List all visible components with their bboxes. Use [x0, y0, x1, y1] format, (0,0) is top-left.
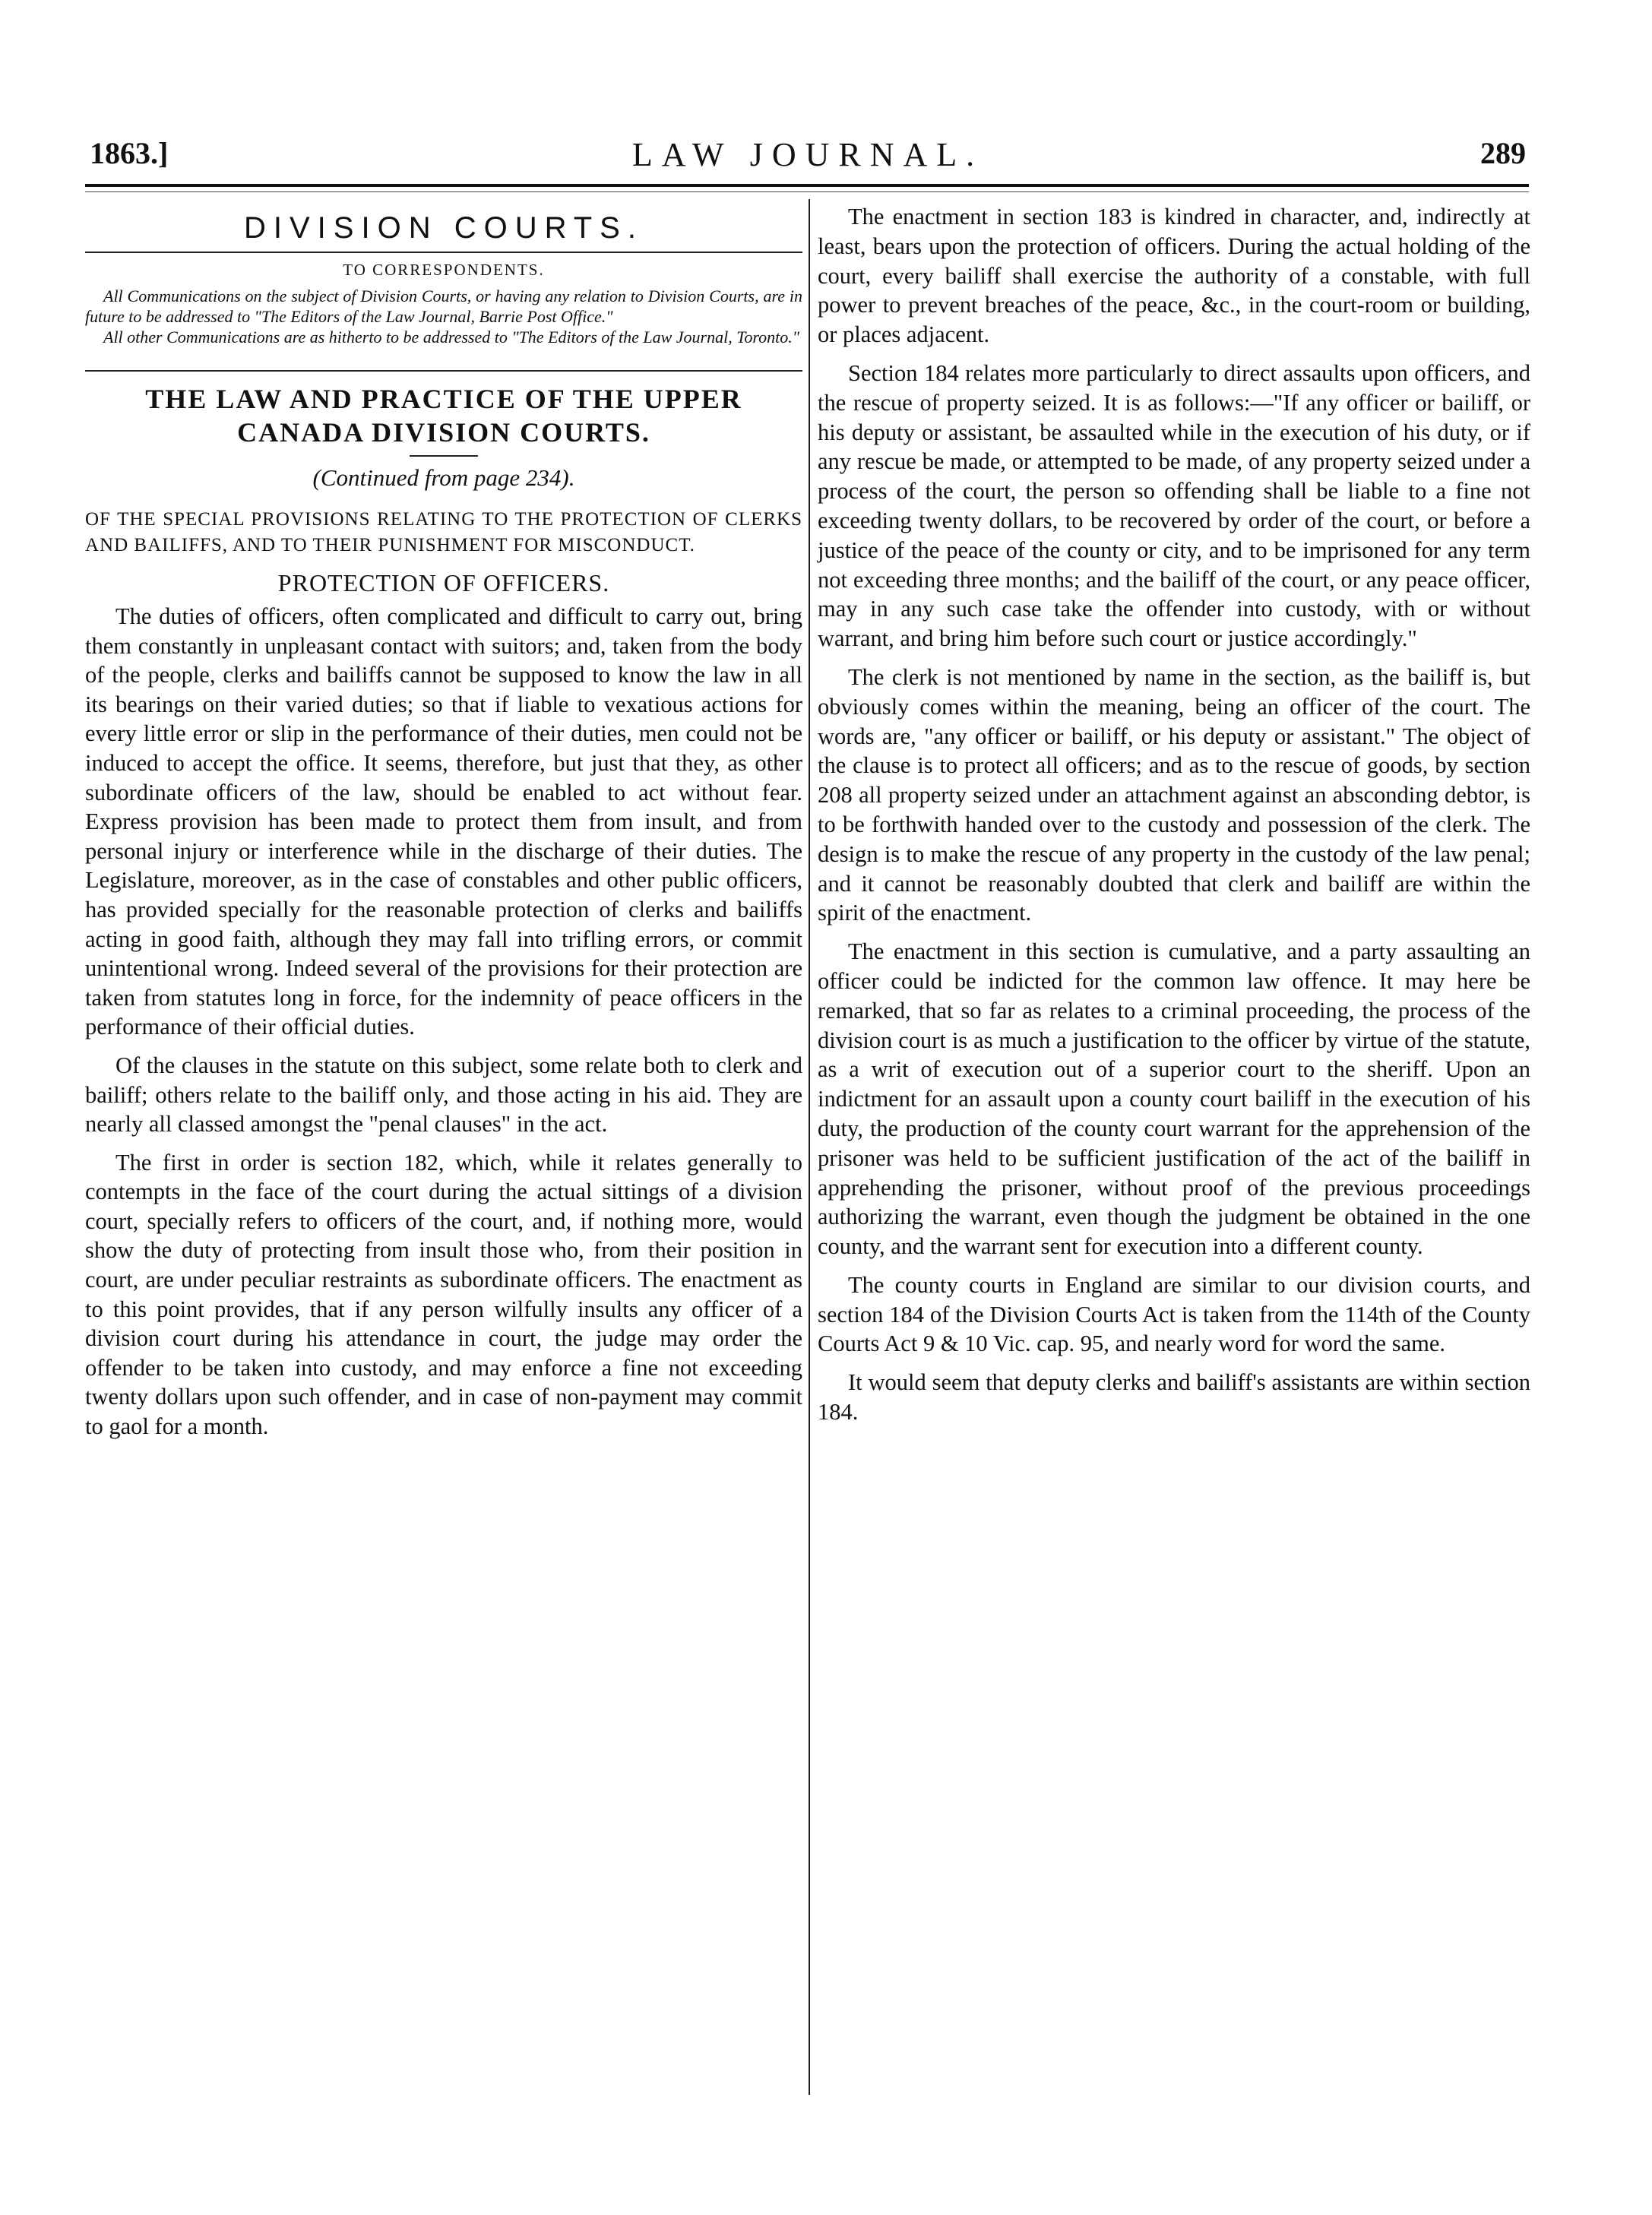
body-paragraph: The enactment in section 183 is kindred in character, and, indirectly at least, bears upon the protection of officers. During the actual holding of the court, every bailiff shall exercise the authority of a constable, with full power to prevent breaches of the peace, &c., in the court-room or building, or places adjacent.: [818, 204, 1530, 348]
continued-note: (Continued from page 234).: [312, 464, 575, 491]
title-rule: [410, 455, 478, 457]
article-rule: [85, 370, 802, 372]
section-title: DIVISION COURTS.: [244, 211, 644, 245]
body-paragraph: It would seem that deputy clerks and bailiff's assistants are within section 184.: [818, 1369, 1530, 1426]
header-year: 1863.]: [90, 136, 169, 170]
body-paragraph: Section 184 relates more particularly to direct assaults upon officers, and the rescue of property seized. It is as follows:—"If any officer or bailiff, or his deputy or assistant, be assaulted while in the execution of his duty, or if any rescue be made, or attempted to be made, of any property seized under a process of the court, the person so offending shall be liable to a fine not exceeding twenty dollars, to be recovered by order of the court, or before a justice of the peace of the county or city, and to be imprisoned for any term not exceeding three months; and the bailiff of the court, or any peace officer, may in any such case take the offender into custody, with or without warrant, and bring him before such court or justice accordingly.": [818, 359, 1530, 652]
correspondents-heading: TO CORRESPONDENTS.: [343, 261, 545, 279]
header-rule-thin: [85, 191, 1529, 192]
body-paragraph: The enactment in this section is cumulative, and a party assaulting an officer could be indicted for the common law offence. It may here be remarked, that so far as relates to a criminal proceeding, the process of the division court is as much a justification to the officer by virtue of the statute, as a writ of execution out of a superior court to the sheriff. Upon an indictment for an assault upon a county court bailiff in the execution of his duty, the production of the county court warrant for the apprehension of the prisoner was held to be sufficient justification of the act of the bailiff in apprehending the prisoner, without proof of the previous proceedings authorizing the warrant, even though the judgment be obtained in the one county, and the warrant sent for execution into a different county.: [818, 938, 1530, 1260]
body-paragraph: The first in order is section 182, which, while it relates generally to contempts in the face of the court during the actual sittings of a division court, specially refers to officers of the court, and, if nothing more, would show the duty of protecting from insult those who, from their position in court, are under peculiar restraints as subordinate officers. The enactment as to this point provides, that if any person wilfully insults any officer of a division court during his attendance in court, the judge may order the offender to be taken into custody, and may enforce a fine not exceeding twenty dollars upon such offender, and in case of non-payment may commit to gaol for a month.: [85, 1149, 802, 1440]
special-provisions-heading: OF THE SPECIAL PROVISIONS RELATING TO THE PROTECTION OF CLERKS AND BAILIFFS, AND TO THEIR PUNISHMENT FOR MISCONDUCT.: [85, 509, 802, 555]
body-paragraph: Of the clauses in the statute on this subject, some relate both to clerk and bailiff; others relate to the bailiff only, and those acting in his aid. They are nearly all classed amongst the "penal clauses" in the act.: [85, 1052, 802, 1138]
body-paragraph: The duties of officers, often complicated and difficult to carry out, bring them constantly in unpleasant contact with suitors; and, taken from the body of the people, clerks and bailiffs cannot be supposed to know the law in all its bearings on their varied duties; so that if liable to vexatious actions for every little error or slip in the performance of their duties, men could not be induced to accept the office. It seems, therefore, but just that they, as other subordinate officers of the law, should be enabled to act without fear. Express provision has been made to protect them from insult, and from personal injury or interference while in the discharge of their duties. The Legislature, moreover, as in the case of constables and other public officers, has provided specially for the reasonable protection of clerks and bailiffs acting in good faith, although they may fall into trifling errors, or commit unintentional wrong. Indeed several of the provisions for their protection are taken from statutes long in force, for the indemnity of peace officers in the performance of their official duties.: [85, 603, 802, 1040]
correspondents-note: All other Communications are as hitherto to be addressed to "The Editors of the Law Journal, Toronto.": [103, 328, 800, 346]
column-divider: [809, 199, 810, 2095]
article-title: THE LAW AND PRACTICE OF THE UPPER CANADA DIVISION COURTS.: [145, 384, 742, 448]
running-header: [90, 135, 1526, 181]
right-column: [818, 196, 1530, 1436]
body-paragraph: The clerk is not mentioned by name in the section, as the bailiff is, but obviously comes within the meaning, being an officer of the court. The words are, "any officer or bailiff, or his deputy or assistant." The object of the clause is to protect all officers; and as to the rescue of goods, by section 208 all property seized under an attachment against an absconding debtor, is to be forthwith handed over to the custody and possession of the clerk. The design is to make the rescue of any property in the custody of the law penal; and it cannot be reasonably doubted that clerk and bailiff are within the spirit of the enactment.: [818, 663, 1530, 926]
header-rule: [85, 184, 1529, 187]
header-journal-title: LAW JOURNAL.: [631, 136, 984, 173]
protection-of-officers-heading: PROTECTION OF OFFICERS.: [277, 569, 610, 596]
left-column: [85, 196, 802, 1451]
header-page-number: 289: [1480, 136, 1526, 170]
correspondents-note: All Communications on the subject of Division Courts, or having any relation to Division Courts, are in future to be addressed to "The Editors of the Law Journal, Barrie Post Office.": [85, 286, 802, 326]
section-rule: [85, 252, 802, 253]
body-paragraph: The county courts in England are similar to our division courts, and section 184 of the Division Courts Act is taken from the 114th of the County Courts Act 9 & 10 Vic. cap. 95, and nearly word for word the same.: [818, 1271, 1530, 1357]
